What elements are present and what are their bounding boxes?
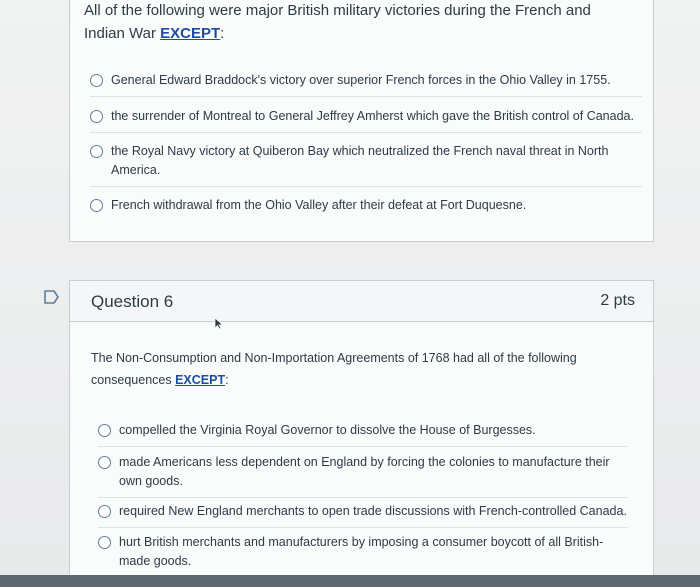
answer-label: required New England merchants to open trade discussions with French-controlled Canada. <box>119 504 627 518</box>
radio-button[interactable] <box>98 505 111 518</box>
question-6-header <box>70 281 653 322</box>
answer-label: hurt British merchants and manufacturers by imposing a consumer boycott of all British-made goods. <box>119 535 604 568</box>
bottom-bar <box>0 575 700 587</box>
cursor-icon <box>214 317 224 330</box>
question-6-answer-4[interactable] <box>98 533 628 577</box>
question-6-card <box>69 280 654 582</box>
question-6-colon: : <box>225 373 229 387</box>
radio-button[interactable] <box>90 110 103 123</box>
answer-label: compelled the Virginia Royal Governor to dissolve the House of Burgesses. <box>119 423 536 437</box>
radio-button[interactable] <box>98 536 111 549</box>
question-5-answer-2[interactable] <box>90 107 642 133</box>
question-6-answer-1[interactable] <box>98 421 628 447</box>
question-5-colon: : <box>220 25 225 42</box>
answer-label: made Americans less dependent on England by forcing the colonies to manufacture their own goods. <box>119 455 610 488</box>
question-6-answer-2[interactable] <box>98 453 628 498</box>
answer-label: French withdrawal from the Ohio Valley after their defeat at Fort Duquesne. <box>111 198 527 212</box>
radio-button[interactable] <box>90 74 103 87</box>
question-5-prompt: All of the following were major British military victories during the French and Indian War <box>84 2 591 42</box>
question-5-text <box>84 0 624 45</box>
question-title: Question 6 <box>91 292 174 311</box>
question-6-except: EXCEPT <box>175 373 226 387</box>
question-5-card <box>69 0 654 242</box>
radio-button[interactable] <box>98 424 111 437</box>
question-points: 2 pts <box>600 292 635 309</box>
answer-label: the Royal Navy victory at Quiberon Bay which neutralized the French naval threat in North America. <box>111 144 609 177</box>
question-6-text <box>91 347 591 391</box>
question-5-answer-1[interactable] <box>90 71 642 97</box>
radio-button[interactable] <box>98 456 111 469</box>
question-6-prompt: The Non-Consumption and Non-Importation Agreements of 1768 had all of the following consequences <box>91 351 577 387</box>
question-5-answer-3[interactable] <box>90 142 642 187</box>
radio-button[interactable] <box>90 145 103 158</box>
question-6-answer-3[interactable] <box>98 502 628 528</box>
radio-button[interactable] <box>90 199 103 212</box>
flag-question-icon[interactable] <box>43 289 61 305</box>
answer-label: General Edward Braddock's victory over superior French forces in the Ohio Valley in 1755. <box>111 73 611 87</box>
answer-label: the surrender of Montreal to General Jeffrey Amherst which gave the British control of Canada. <box>111 109 634 123</box>
question-5-except: EXCEPT <box>160 25 221 42</box>
question-5-answer-4[interactable] <box>90 196 642 221</box>
